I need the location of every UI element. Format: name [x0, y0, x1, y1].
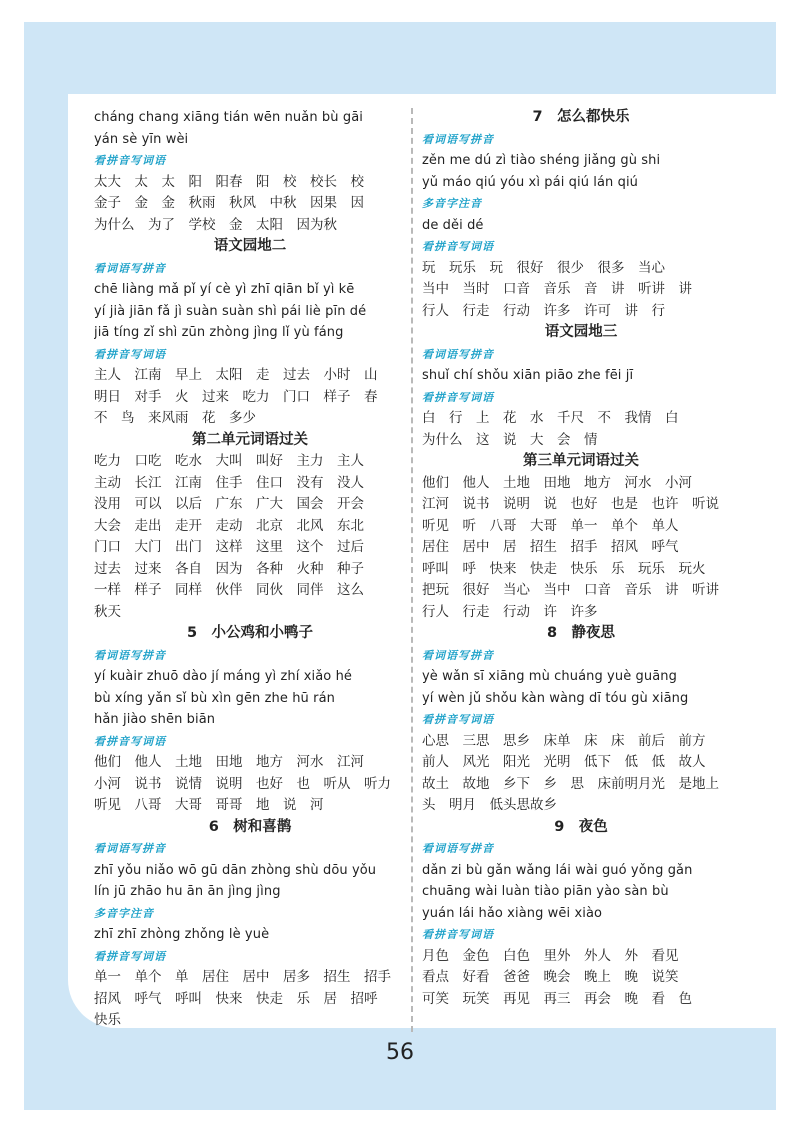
pinyin-line: de děi dé [422, 217, 484, 233]
exercise-label: 看词语写拼音 [422, 132, 494, 146]
word-line: 把玩 很好 当心 当中 口音 音乐 讲 听讲 [422, 582, 719, 598]
section-heading: 语文园地二 [213, 238, 287, 254]
exercise-label: 看词语写拼音 [94, 648, 166, 662]
word-line: 月色 金色 白色 里外 外人 外 看见 [422, 947, 679, 964]
pinyin-line: yuán lái hǎo xiàng wēi xiào [422, 905, 603, 921]
pinyin-line: yí kuàir zhuō dào jí máng yì zhí xiǎo hé [94, 669, 353, 684]
pinyin-line: chē liàng mǎ pǐ yí cè yì zhī qiān bǐ yì kē [94, 282, 355, 297]
section-heading: 第三单元词语过关 [523, 453, 639, 469]
exercise-label: 看拼音写词语 [422, 928, 494, 941]
word-line: 太大 太 太 阳 阳春 阳 校 校长 校 [94, 173, 364, 190]
word-line: 他们 他人 土地 田地 地方 河水 小河 [422, 474, 692, 491]
section-heading: 语文园地三 [544, 324, 618, 340]
word-line: 主动 长江 江南 住手 住口 没有 没人 [94, 474, 364, 491]
exercise-label: 看拼音写词语 [94, 154, 166, 167]
exercise-label: 多音字注音 [422, 197, 482, 210]
exercise-label: 看拼音写词语 [94, 347, 166, 361]
exercise-label: 看拼音写词语 [94, 734, 166, 748]
pinyin-line: dǎn zi bù gǎn wǎng lái wài guó yǒng gǎn [422, 862, 693, 878]
word-line: 为什么 为了 学校 金 太阳 因为秋 [94, 216, 337, 233]
word-line: 心思 三思 思乡 床单 床 床 前后 前方 [422, 732, 706, 749]
pinyin-line: bù xíng yǎn sǐ bù xìn gēn zhe hū rán [94, 690, 335, 706]
word-line: 白 行 上 花 水 千尺 不 我情 白 [422, 410, 679, 426]
word-line: 为什么 这 说 大 会 情 [422, 431, 598, 448]
word-line: 听见 八哥 大哥 哥哥 地 说 河 [94, 797, 324, 813]
pinyin-line: yí jià jiān fǎ jì suàn suàn shì pái liè pīn dé [94, 303, 367, 319]
section-heading: 第二单元词语过关 [192, 431, 308, 448]
word-line: 行人 行走 行动 许 许多 [422, 603, 598, 620]
word-line: 他们 他人 土地 田地 地方 河水 江河 [94, 754, 364, 770]
exercise-label: 看拼音写词语 [422, 390, 494, 404]
word-line: 不 鸟 来风雨 花 多少 [94, 410, 256, 426]
word-line: 居住 居中 居 招生 招手 招风 呼气 [422, 539, 679, 555]
word-line: 吃力 口吃 吃水 大叫 叫好 主力 主人 [94, 453, 364, 469]
exercise-label: 多音字注音 [94, 906, 154, 920]
section-heading: 8 静夜思 [546, 625, 616, 641]
word-line: 没用 可以 以后 广东 广大 国会 开会 [94, 496, 364, 512]
word-line: 当中 当时 口音 音乐 音 讲 听讲 讲 [422, 281, 692, 297]
pinyin-line: yán sè yīn wèi [94, 131, 189, 147]
word-line: 单一 单个 单 居住 居中 居多 招生 招手 [94, 969, 391, 985]
section-heading: 7 怎么都快乐 [532, 109, 630, 125]
pinyin-line: chuāng wài luàn tiào piān yào sàn bù [422, 884, 669, 899]
section-heading: 5 小公鸡和小鸭子 [186, 625, 314, 641]
pinyin-line: shuǐ chí shǒu xiān piāo zhe fēi jī [422, 368, 634, 383]
pinyin-line: zěn me dú zì tiào shéng jiǎng gù shi [422, 153, 661, 168]
exercise-label: 看词语写拼音 [422, 842, 494, 855]
word-line: 江河 说书 说明 说 也好 也是 也许 听说 [422, 496, 719, 512]
exercise-label: 看拼音写词语 [422, 713, 494, 726]
word-line: 金子 金 金 秋雨 秋风 中秋 因果 因 [94, 195, 364, 211]
pinyin-line: yí wèn jǔ shǒu kàn wàng dī tóu gù xiāng [422, 690, 689, 706]
word-line: 主人 江南 早上 太阳 走 过去 小时 山 [94, 367, 378, 383]
word-line: 可笑 玩笑 再见 再三 再会 晚 看 色 [422, 990, 692, 1007]
word-line: 小河 说书 说情 说明 也好 也 听从 听力 [94, 775, 391, 792]
right-column [422, 107, 740, 1010]
pinyin-line: zhī yǒu niǎo wō gū dān zhòng shù dōu yǒu [94, 862, 377, 878]
word-line: 门口 大门 出门 这样 这里 这个 过后 [94, 539, 364, 555]
word-line: 大会 走出 走开 走动 北京 北风 东北 [94, 517, 364, 534]
pinyin-line: cháng chang xiāng tián wēn nuǎn bù gāi [94, 110, 363, 125]
pinyin-line: yǔ máo qiú yóu xì pái qiú lán qiú [422, 174, 639, 190]
pinyin-line: zhī zhī zhòng zhǒng lè yuè [94, 927, 270, 942]
word-line: 行人 行走 行动 许多 许可 讲 行 [422, 302, 665, 319]
exercise-label: 看词语写拼音 [94, 842, 166, 855]
word-line: 看点 好看 爸爸 晚会 晚上 晚 说笑 [422, 969, 679, 985]
word-line: 快乐 [94, 1012, 121, 1028]
word-line: 故土 故地 乡下 乡 思 床前明月光 是地上 [422, 775, 719, 792]
exercise-label: 看拼音写词语 [94, 949, 166, 963]
word-line: 听见 听 八哥 大哥 单一 单个 单人 [422, 517, 679, 534]
section-heading: 9 夜色 [554, 818, 608, 835]
exercise-label: 看词语写拼音 [422, 347, 494, 361]
word-line: 头 明月 低头思故乡 [422, 797, 557, 813]
word-line: 玩 玩乐 玩 很好 很少 很多 当心 [422, 259, 665, 276]
pinyin-line: jiā tíng zǐ shì zūn zhòng jìng lǐ yù fáng [94, 325, 344, 340]
exercise-label: 看词语写拼音 [422, 648, 494, 662]
word-line: 明日 对手 火 过来 吃力 门口 样子 春 [94, 388, 378, 405]
pinyin-line: hǎn jiào shēn biān [94, 712, 216, 727]
word-line: 过去 过来 各自 因为 各种 火种 种子 [94, 560, 364, 577]
pinyin-line: lín jū zhāo hu ān ān jìng jìng [94, 884, 281, 899]
page-number: 56 [386, 1040, 414, 1065]
word-line: 招风 呼气 呼叫 快来 快走 乐 居 招呼 [94, 990, 378, 1007]
column-divider [411, 108, 413, 1032]
exercise-label: 看词语写拼音 [94, 261, 166, 275]
word-line: 秋天 [94, 603, 121, 620]
word-line: 前人 风光 阳光 光明 低下 低 低 故人 [422, 754, 706, 770]
pinyin-line: yè wǎn sī xiāng mù chuáng yuè guāng [422, 669, 677, 684]
word-line: 一样 样子 同样 伙伴 同伙 同伴 这么 [94, 582, 364, 598]
exercise-label: 看拼音写词语 [422, 240, 494, 253]
left-column [94, 107, 406, 1032]
word-line: 呼叫 呼 快来 快走 快乐 乐 玩乐 玩火 [422, 560, 706, 577]
section-heading: 6 树和喜鹊 [208, 818, 292, 835]
